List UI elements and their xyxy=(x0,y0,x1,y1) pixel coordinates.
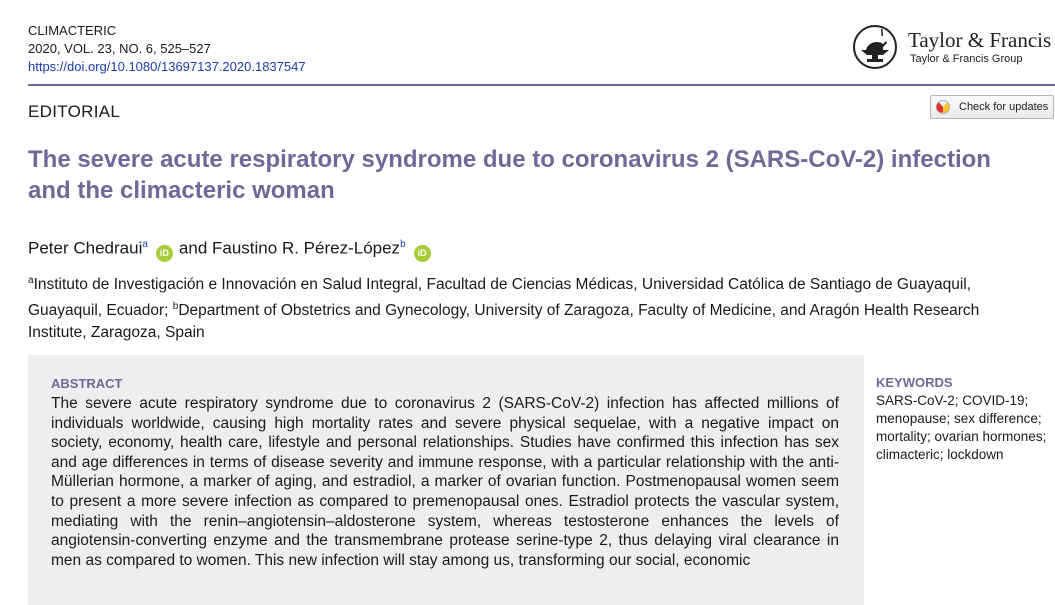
affiliation-marker[interactable]: b xyxy=(400,239,406,250)
affiliation-marker[interactable]: a xyxy=(142,239,148,250)
author-name[interactable]: Faustino R. Pérez-López xyxy=(212,238,401,258)
publisher-group: Taylor & Francis Group xyxy=(910,53,1023,65)
orcid-icon[interactable]: iD xyxy=(156,245,173,262)
check-for-updates-button[interactable] xyxy=(930,95,1054,119)
check-for-updates-label: Check for updates xyxy=(959,101,1049,113)
crossmark-icon xyxy=(936,100,950,114)
keywords-list: SARS-CoV-2; COVID-19; menopause; sex difference; mortality; ovarian hormones; climacteric; lockdown xyxy=(876,393,1047,462)
affiliation-a: Instituto de Investigación e Innovación en Salud Integral, Facultad de Ciencias Médicas, Universidad Católica de Santiago de Guayaquil, Guayaquil, Ecuador; xyxy=(28,276,972,320)
journal-citation: 2020, VOL. 23, NO. 6, 525–527 xyxy=(28,41,211,56)
affiliation-marker: a xyxy=(28,275,34,286)
publisher-logo[interactable] xyxy=(852,22,1055,74)
keywords-heading: KEYWORDS xyxy=(876,375,953,390)
orcid-icon[interactable]: iD xyxy=(414,245,431,262)
article-title: The severe acute respiratory syndrome due to coronavirus 2 (SARS-CoV-2) infection and the climacteric woman xyxy=(28,146,991,204)
abstract-heading: ABSTRACT xyxy=(51,376,123,391)
publisher-name: Taylor & Francis xyxy=(908,28,1052,52)
affiliation-marker: b xyxy=(172,301,179,313)
author-connector: and xyxy=(178,238,208,258)
author-line xyxy=(28,234,437,262)
doi-link[interactable]: https://doi.org/10.1080/13697137.2020.1837547 xyxy=(28,59,306,74)
abstract-text: The severe acute respiratory syndrome due to coronavirus 2 (SARS-CoV-2) infection has affected millions of individuals worldwide, causing high mortality rates and severe physical sequelae, with a negative impact on society, economy, health care, lifestyle and personal relationships. Studies have confirmed this infection has sex and age differences in terms of disease severity and immune response, with a particular relationship with the anti-Müllerian hormone, a marker of aging, and estradiol, a marker of ovarian function. Postmenopausal women seem to present a more severe infection as compared to premenopausal ones. Estradiol protects the vascular system, mediating with the renin–angiotensin–aldosterone system, whereas testosterone enhances the levels of angiotensin-converting enzyme and the transmembrane protease serine-type 2, thus delaying viral clearance in men as compared to women. This new infection will stay among us, transforming our social, economic xyxy=(51,395,839,569)
publisher-lamp-icon xyxy=(852,24,898,70)
author-name[interactable]: Peter Chedraui xyxy=(28,238,143,258)
journal-name: CLIMACTERIC xyxy=(28,23,117,38)
journal-meta xyxy=(28,22,306,76)
section-label: EDITORIAL xyxy=(28,102,121,121)
header-divider xyxy=(28,84,1055,86)
affiliations xyxy=(28,270,1038,344)
affiliation-b: Department of Obstetrics and Gynecology, University of Zaragoza, Faculty of Medicine, and Aragón Health Research Institute, Zaragoza, Spain xyxy=(28,302,980,342)
